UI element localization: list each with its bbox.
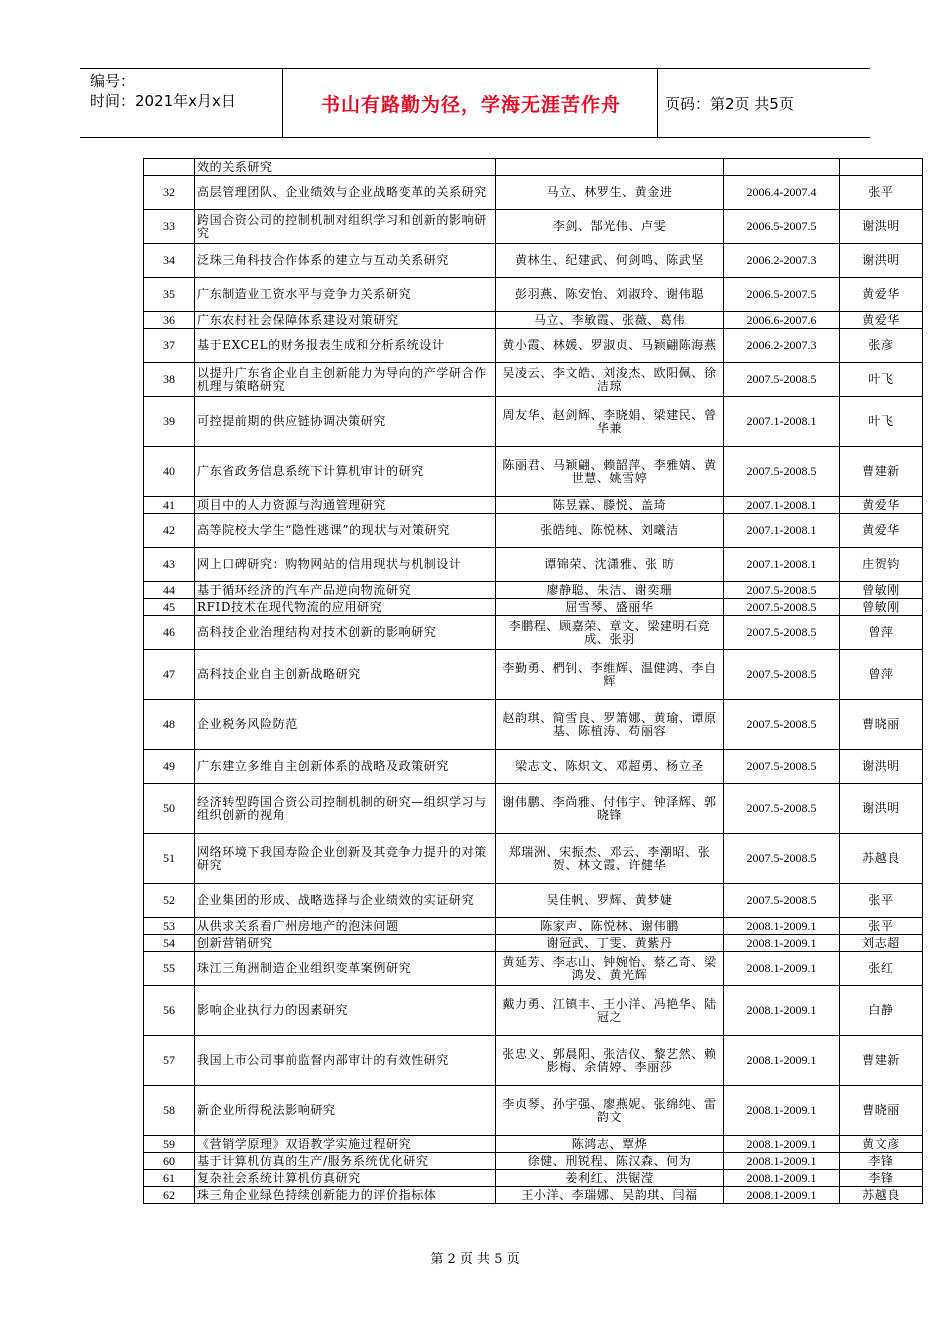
project-leader: 李锋 [840, 1153, 923, 1170]
project-period: 2008.1-2009.1 [724, 918, 840, 935]
project-members: 陈昱霖、滕悦、盖琦 [496, 497, 724, 514]
project-period: 2007.5-2008.5 [724, 834, 840, 884]
project-leader: 李锋 [840, 1170, 923, 1187]
project-members: 陈丽君、马颖翩、赖韶萍、李雅婧、黄世慧、姚雪婷 [496, 447, 724, 497]
project-members: 郑瑞洲、宋振杰、邓云、李潮昭、张贺、林文霞、许健华 [496, 834, 724, 884]
project-members: 马立、林罗生、黄金进 [496, 176, 724, 210]
project-title: RFID技术在现代物流的应用研究 [195, 599, 496, 616]
project-leader: 叶飞 [840, 363, 923, 397]
table-row [144, 884, 923, 918]
project-period: 2008.1-2009.1 [724, 952, 840, 986]
project-leader: 黄文彦 [840, 1136, 923, 1153]
row-number: 49 [144, 750, 195, 784]
project-title: 基于EXCEL的财务报表生成和分析系统设计 [195, 329, 496, 363]
project-title: 影响企业执行力的因素研究 [195, 986, 496, 1036]
time-label: 时间：2021年x月x日 [90, 92, 236, 110]
row-number: 44 [144, 582, 195, 599]
project-title: 基于循环经济的汽车产品逆向物流研究 [195, 582, 496, 599]
project-leader: 叶飞 [840, 397, 923, 447]
project-leader: 曹建新 [840, 1036, 923, 1086]
project-period: 2008.1-2009.1 [724, 1187, 840, 1204]
project-leader: 苏越良 [840, 834, 923, 884]
project-members: 赵韵琪、简雪良、罗箫娜、黄瑜、谭原基、陈植涛、苟丽容 [496, 700, 724, 750]
row-number: 59 [144, 1136, 195, 1153]
table-row [144, 750, 923, 784]
row-number: 32 [144, 176, 195, 210]
project-leader: 白静 [840, 986, 923, 1036]
page-header [80, 68, 870, 138]
project-leader: 谢洪明 [840, 750, 923, 784]
project-table-body [144, 159, 923, 1204]
row-number: 37 [144, 329, 195, 363]
project-members: 吴凌云、李文皓、刘浚杰、欧阳佩、徐洁琼 [496, 363, 724, 397]
header-divider [657, 69, 658, 137]
table-row [144, 784, 923, 834]
row-number: 61 [144, 1170, 195, 1187]
project-leader: 张平 [840, 918, 923, 935]
table-row [144, 244, 923, 278]
project-members: 谭锦荣、沈潇雅、张 昉 [496, 548, 724, 582]
table-row [144, 1086, 923, 1136]
project-leader [840, 159, 923, 176]
row-number: 47 [144, 650, 195, 700]
project-period: 2007.5-2008.5 [724, 700, 840, 750]
project-title: 广东制造业工资水平与竞争力关系研究 [195, 278, 496, 312]
row-number: 56 [144, 986, 195, 1036]
table-row [144, 918, 923, 935]
project-leader: 张平 [840, 176, 923, 210]
row-number [144, 159, 195, 176]
project-members: 张忠义、郭晨阳、张洁仪、黎艺然、赖影梅、余倩婷、李丽莎 [496, 1036, 724, 1086]
project-leader: 张平 [840, 884, 923, 918]
project-period: 2006.4-2007.4 [724, 176, 840, 210]
row-number: 46 [144, 616, 195, 650]
project-title: 企业税务风险防范 [195, 700, 496, 750]
project-period [724, 159, 840, 176]
project-leader: 刘志超 [840, 935, 923, 952]
project-title: 从供求关系看广州房地产的泡沫问题 [195, 918, 496, 935]
project-title: 高科技企业自主创新战略研究 [195, 650, 496, 700]
table-row [144, 1136, 923, 1153]
project-title: 《营销学原理》双语教学实施过程研究 [195, 1136, 496, 1153]
project-period: 2006.5-2007.5 [724, 278, 840, 312]
project-title: 高等院校大学生“隐性逃课”的现状与对策研究 [195, 514, 496, 548]
project-members: 黄林生、纪建武、何剑鸣、陈武坚 [496, 244, 724, 278]
project-period: 2006.6-2007.6 [724, 312, 840, 329]
project-members [496, 159, 724, 176]
row-number: 55 [144, 952, 195, 986]
table-row [144, 1153, 923, 1170]
row-number: 43 [144, 548, 195, 582]
project-period: 2008.1-2009.1 [724, 1153, 840, 1170]
project-members: 李勤勇、椚钊、李维辉、温健鸿、李自辉 [496, 650, 724, 700]
project-title: 珠三角企业绿色持续创新能力的评价指标体 [195, 1187, 496, 1204]
page-footer: 第 2 页 共 5 页 [430, 1252, 520, 1267]
table-row [144, 514, 923, 548]
project-period: 2008.1-2009.1 [724, 1036, 840, 1086]
row-number: 40 [144, 447, 195, 497]
header-page-label: 页码：第2页 共5页 [665, 94, 794, 113]
project-title: 经济转型跨国合资公司控制机制的研究—组织学习与组织创新的视角 [195, 784, 496, 834]
table-row [144, 176, 923, 210]
row-number: 45 [144, 599, 195, 616]
row-number: 57 [144, 1036, 195, 1086]
project-leader: 曾敏刚 [840, 599, 923, 616]
project-members: 徐健、刑锐程、陈汉森、何为 [496, 1153, 724, 1170]
project-title: 广东农村社会保障体系建设对策研究 [195, 312, 496, 329]
table-row [144, 548, 923, 582]
project-period: 2007.1-2008.1 [724, 548, 840, 582]
project-members: 张皓纯、陈悦林、刘曦洁 [496, 514, 724, 548]
project-period: 2007.5-2008.5 [724, 784, 840, 834]
row-number: 62 [144, 1187, 195, 1204]
project-period: 2007.5-2008.5 [724, 599, 840, 616]
project-title: 可控提前期的供应链协调决策研究 [195, 397, 496, 447]
project-title: 网络环境下我国寿险企业创新及其竞争力提升的对策研究 [195, 834, 496, 884]
project-members: 廖静聪、朱洁、谢奕珊 [496, 582, 724, 599]
project-table [143, 158, 923, 1204]
project-period: 2008.1-2009.1 [724, 986, 840, 1036]
project-title: 项目中的人力资源与沟通管理研究 [195, 497, 496, 514]
project-members: 周友华、赵剑辉、李晓娟、梁建民、曾华兼 [496, 397, 724, 447]
row-number: 58 [144, 1086, 195, 1136]
project-members: 马立、李敏霞、张薇、葛伟 [496, 312, 724, 329]
row-number: 50 [144, 784, 195, 834]
row-number: 38 [144, 363, 195, 397]
row-number: 51 [144, 834, 195, 884]
project-period: 2006.2-2007.3 [724, 329, 840, 363]
row-number: 33 [144, 210, 195, 244]
project-title: 网上口碑研究：购物网站的信用现状与机制设计 [195, 548, 496, 582]
project-period: 2006.5-2007.5 [724, 210, 840, 244]
project-leader: 谢洪明 [840, 244, 923, 278]
row-number: 52 [144, 884, 195, 918]
row-number: 34 [144, 244, 195, 278]
project-members: 屈雪琴、盛丽华 [496, 599, 724, 616]
project-period: 2007.5-2008.5 [724, 884, 840, 918]
table-row [144, 1036, 923, 1086]
table-row [144, 650, 923, 700]
project-title: 基于计算机仿真的生产/服务系统优化研究 [195, 1153, 496, 1170]
project-members: 王小洋、李瑞娜、吴韵琪、闫福 [496, 1187, 724, 1204]
project-leader: 黄爱华 [840, 312, 923, 329]
table-row [144, 210, 923, 244]
project-period: 2007.5-2008.5 [724, 582, 840, 599]
table-row [144, 952, 923, 986]
row-number: 41 [144, 497, 195, 514]
project-members: 梁志文、陈炽文、邓超勇、杨立圣 [496, 750, 724, 784]
project-leader: 曹建新 [840, 447, 923, 497]
project-leader: 黄爱华 [840, 497, 923, 514]
project-title: 效的关系研究 [195, 159, 496, 176]
header-motto: 书山有路勤为径，学海无涯苦作舟 [320, 93, 621, 116]
table-row [144, 278, 923, 312]
project-leader: 庄贺钧 [840, 548, 923, 582]
table-row [144, 700, 923, 750]
table-row [144, 1187, 923, 1204]
project-period: 2007.5-2008.5 [724, 650, 840, 700]
project-period: 2008.1-2009.1 [724, 935, 840, 952]
row-number: 54 [144, 935, 195, 952]
project-leader: 黄爱华 [840, 514, 923, 548]
project-leader: 苏越良 [840, 1187, 923, 1204]
project-period: 2007.5-2008.5 [724, 363, 840, 397]
project-members: 谢伟鹏、李尚雅、付伟宇、钟泽辉、郭晓锋 [496, 784, 724, 834]
project-members: 吴佳帆、罗辉、黄梦婕 [496, 884, 724, 918]
project-leader: 张红 [840, 952, 923, 986]
table-row [144, 834, 923, 884]
row-number: 39 [144, 397, 195, 447]
project-members: 姜利红、洪锯滢 [496, 1170, 724, 1187]
project-title: 创新营销研究 [195, 935, 496, 952]
project-members: 李贞琴、孙宇强、廖燕妮、张绵纯、雷韵文 [496, 1086, 724, 1136]
project-members: 黄延芳、李志山、钟婉怡、蔡乙奇、梁鸿发、黄光辉 [496, 952, 724, 986]
project-title: 以提升广东省企业自主创新能力为导向的产学研合作机理与策略研究 [195, 363, 496, 397]
project-title: 跨国合资公司的控制机制对组织学习和创新的影响研究 [195, 210, 496, 244]
project-period: 2007.1-2008.1 [724, 497, 840, 514]
table-row [144, 599, 923, 616]
project-period: 2008.1-2009.1 [724, 1170, 840, 1187]
table-row [144, 582, 923, 599]
project-leader: 黄爱华 [840, 278, 923, 312]
project-members: 李剑、郜光伟、卢雯 [496, 210, 724, 244]
project-title: 珠江三角洲制造企业组织变革案例研究 [195, 952, 496, 986]
project-leader: 谢洪明 [840, 784, 923, 834]
table-row [144, 312, 923, 329]
row-number: 48 [144, 700, 195, 750]
project-title: 企业集团的形成、战略选择与企业绩效的实证研究 [195, 884, 496, 918]
row-number: 60 [144, 1153, 195, 1170]
row-number: 53 [144, 918, 195, 935]
project-title: 复杂社会系统计算机仿真研究 [195, 1170, 496, 1187]
project-period: 2008.1-2009.1 [724, 1136, 840, 1153]
project-title: 广东建立多维自主创新体系的战略及政策研究 [195, 750, 496, 784]
project-title: 高层管理团队、企业绩效与企业战略变革的关系研究 [195, 176, 496, 210]
row-number: 36 [144, 312, 195, 329]
project-leader: 曹晓丽 [840, 700, 923, 750]
number-label: 编号： [90, 72, 136, 90]
table-row [144, 497, 923, 514]
project-period: 2007.1-2008.1 [724, 397, 840, 447]
project-period: 2006.2-2007.3 [724, 244, 840, 278]
project-members: 陈家声、陈悦林、谢伟鹏 [496, 918, 724, 935]
project-leader: 曹晓丽 [840, 1086, 923, 1136]
project-period: 2007.5-2008.5 [724, 616, 840, 650]
project-title: 我国上市公司事前监督内部审计的有效性研究 [195, 1036, 496, 1086]
project-members: 李鹏程、顾嘉荣、章文、梁建明石竞成、张羽 [496, 616, 724, 650]
project-members: 谢冠武、丁雯、黄紫丹 [496, 935, 724, 952]
project-period: 2008.1-2009.1 [724, 1086, 840, 1136]
project-period: 2007.5-2008.5 [724, 750, 840, 784]
header-divider [282, 69, 283, 137]
project-title: 高科技企业治理结构对技术创新的影响研究 [195, 616, 496, 650]
table-row [144, 935, 923, 952]
table-row [144, 329, 923, 363]
table-row [144, 159, 923, 176]
project-members: 陈鸿志、覃烨 [496, 1136, 724, 1153]
project-period: 2007.1-2008.1 [724, 514, 840, 548]
row-number: 35 [144, 278, 195, 312]
project-leader: 曾萍 [840, 616, 923, 650]
project-period: 2007.5-2008.5 [724, 447, 840, 497]
project-title: 新企业所得税法影响研究 [195, 1086, 496, 1136]
project-leader: 曾萍 [840, 650, 923, 700]
project-members: 戴力勇、江镇丰、王小洋、冯艳华、陆冠之 [496, 986, 724, 1036]
project-leader: 谢洪明 [840, 210, 923, 244]
table-row [144, 1170, 923, 1187]
table-row [144, 397, 923, 447]
project-title: 泛珠三角科技合作体系的建立与互动关系研究 [195, 244, 496, 278]
project-leader: 曾敏刚 [840, 582, 923, 599]
row-number: 42 [144, 514, 195, 548]
project-members: 彭羽燕、陈安怡、刘淑玲、谢伟聪 [496, 278, 724, 312]
table-row [144, 363, 923, 397]
header-meta [90, 71, 280, 111]
table-row [144, 986, 923, 1036]
project-leader: 张彦 [840, 329, 923, 363]
table-row [144, 447, 923, 497]
project-members: 黄小霞、林媛、罗淑贞、马颖翩陈海燕 [496, 329, 724, 363]
table-row [144, 616, 923, 650]
project-title: 广东省政务信息系统下计算机审计的研究 [195, 447, 496, 497]
